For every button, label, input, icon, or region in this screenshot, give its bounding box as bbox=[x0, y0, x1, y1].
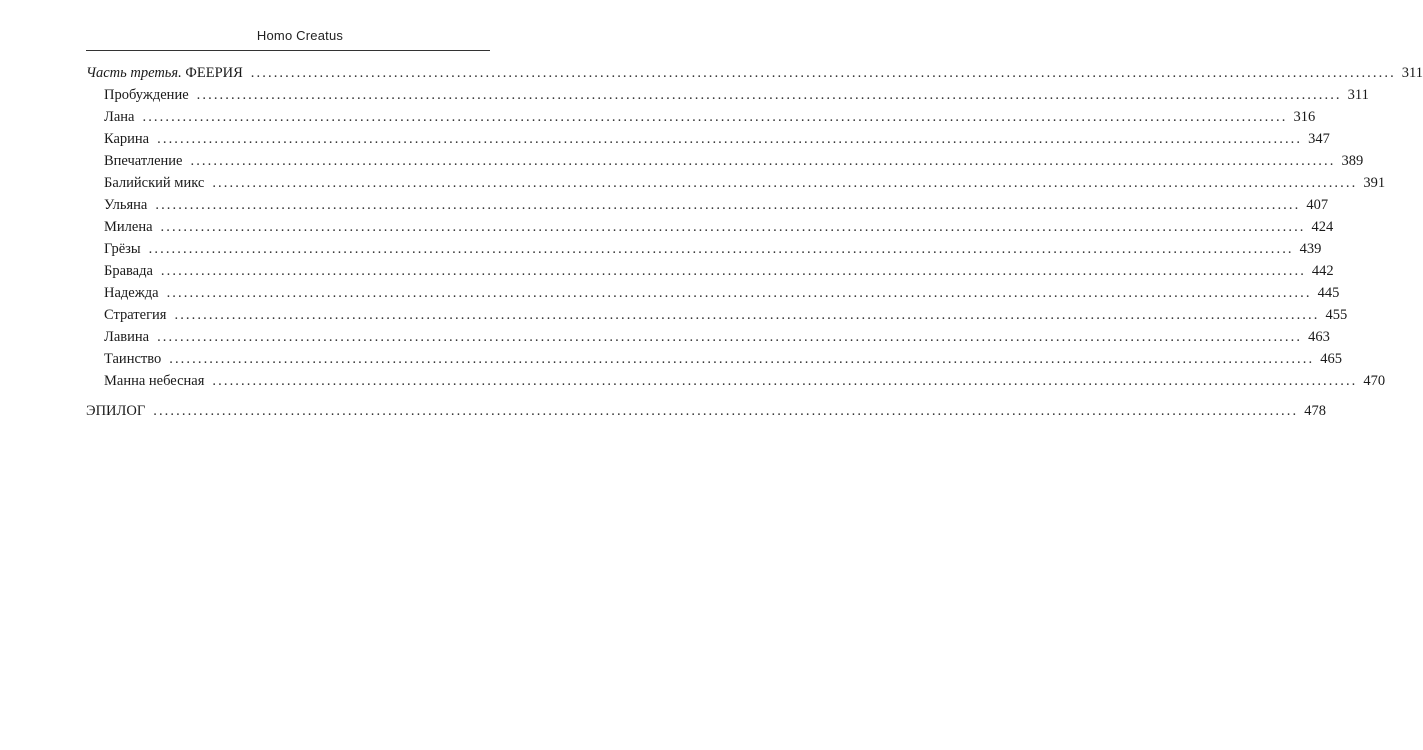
toc-page-number: 463 bbox=[1308, 329, 1330, 345]
toc-entry bbox=[104, 218, 1334, 236]
toc-entry bbox=[104, 372, 1386, 390]
toc-page-number: 347 bbox=[1308, 131, 1330, 147]
toc-entry-title: Лавина bbox=[104, 329, 150, 345]
toc-entry-title: Карина bbox=[104, 131, 150, 147]
toc-page-number: 439 bbox=[1299, 241, 1322, 257]
toc-epilogue-entry bbox=[86, 402, 1326, 420]
toc-entry bbox=[104, 130, 1330, 148]
toc-page-number: 445 bbox=[1317, 285, 1340, 301]
dot-leader: ........................................................................................................................................................................................................ bbox=[196, 87, 1342, 103]
toc-entry bbox=[104, 108, 1316, 126]
running-head: Homo Creatus bbox=[256, 28, 344, 43]
toc-entry-title: Бравада bbox=[104, 263, 153, 279]
toc-page-number: 311 bbox=[1401, 65, 1423, 81]
toc-entry bbox=[104, 350, 1342, 368]
toc-entry-title: Пробуждение bbox=[104, 87, 189, 103]
dot-leader: ........................................................................................................................................................................................................ bbox=[212, 175, 1358, 191]
dot-leader: ........................................................................................................................................................................................................ bbox=[166, 285, 1312, 301]
dot-leader: ........................................................................................................................................................................................................ bbox=[155, 197, 1301, 213]
toc-entry-title: Надежда bbox=[104, 285, 159, 301]
toc-page-number: 389 bbox=[1341, 153, 1364, 169]
toc-entry-title: Грёзы bbox=[104, 241, 141, 257]
header-rule bbox=[86, 50, 490, 51]
toc-entry bbox=[104, 86, 1369, 104]
toc-page-number: 465 bbox=[1320, 351, 1342, 367]
toc-page-number: 424 bbox=[1311, 219, 1334, 235]
dot-leader: ........................................................................................................................................................................................................ bbox=[157, 131, 1303, 147]
toc-page-number: 391 bbox=[1363, 175, 1386, 191]
toc-entry-title: Милена bbox=[104, 219, 153, 235]
toc-entry bbox=[104, 328, 1330, 346]
toc-page-number: 311 bbox=[1347, 87, 1369, 103]
toc-page-number: 442 bbox=[1311, 263, 1334, 279]
toc-entry bbox=[104, 306, 1348, 324]
dot-leader: ........................................................................................................................................................................................................ bbox=[160, 263, 1306, 279]
toc-entry-title: Манна небесная bbox=[104, 373, 205, 389]
dot-leader: ........................................................................................................................................................................................................ bbox=[174, 307, 1320, 323]
toc-page-number: 470 bbox=[1363, 373, 1386, 389]
toc-entry-title: Таинство bbox=[104, 351, 162, 367]
toc-page-number: 407 bbox=[1306, 197, 1329, 213]
dot-leader: ........................................................................................................................................................................................................ bbox=[212, 373, 1358, 389]
dot-leader: ........................................................................................................................................................................................................ bbox=[148, 241, 1294, 257]
dot-leader: ........................................................................................................................................................................................................ bbox=[142, 109, 1288, 125]
toc-page-number: 478 bbox=[1304, 403, 1326, 419]
dot-leader: ........................................................................................................................................................................................................ bbox=[153, 403, 1299, 419]
toc-entry bbox=[104, 196, 1329, 214]
toc-entry bbox=[104, 152, 1364, 170]
toc-entry-title: Балийский микс bbox=[104, 175, 205, 191]
dot-leader: ........................................................................................................................................................................................................ bbox=[157, 329, 1303, 345]
toc-entry-title: Ульяна bbox=[104, 197, 148, 213]
toc-page-number: 316 bbox=[1293, 109, 1316, 125]
toc-page-number: 455 bbox=[1325, 307, 1348, 323]
toc-part-title bbox=[86, 64, 251, 82]
dot-leader: ........................................................................................................................................................................................................ bbox=[190, 153, 1336, 169]
toc-epilogue-title: ЭПИЛОГ bbox=[86, 403, 146, 419]
dot-leader: ........................................................................................................................................................................................................ bbox=[169, 351, 1315, 367]
toc-part-entry bbox=[86, 64, 1423, 82]
toc-entry bbox=[104, 284, 1340, 302]
dot-leader: ........................................................................................................................................................................................................ bbox=[160, 219, 1306, 235]
toc-entry-title: Лана bbox=[104, 109, 135, 125]
toc-entry bbox=[104, 262, 1334, 280]
toc-entry bbox=[104, 174, 1386, 192]
dot-leader: ........................................................................................................................................................................................................ bbox=[250, 65, 1396, 81]
toc-part-name: ФЕЕРИЯ bbox=[185, 65, 243, 81]
toc-entry-title: Впечатление bbox=[104, 153, 183, 169]
toc-part-label: Часть третья. bbox=[86, 65, 182, 81]
toc-entry-title: Стратегия bbox=[104, 307, 167, 323]
toc-entry bbox=[104, 240, 1322, 258]
